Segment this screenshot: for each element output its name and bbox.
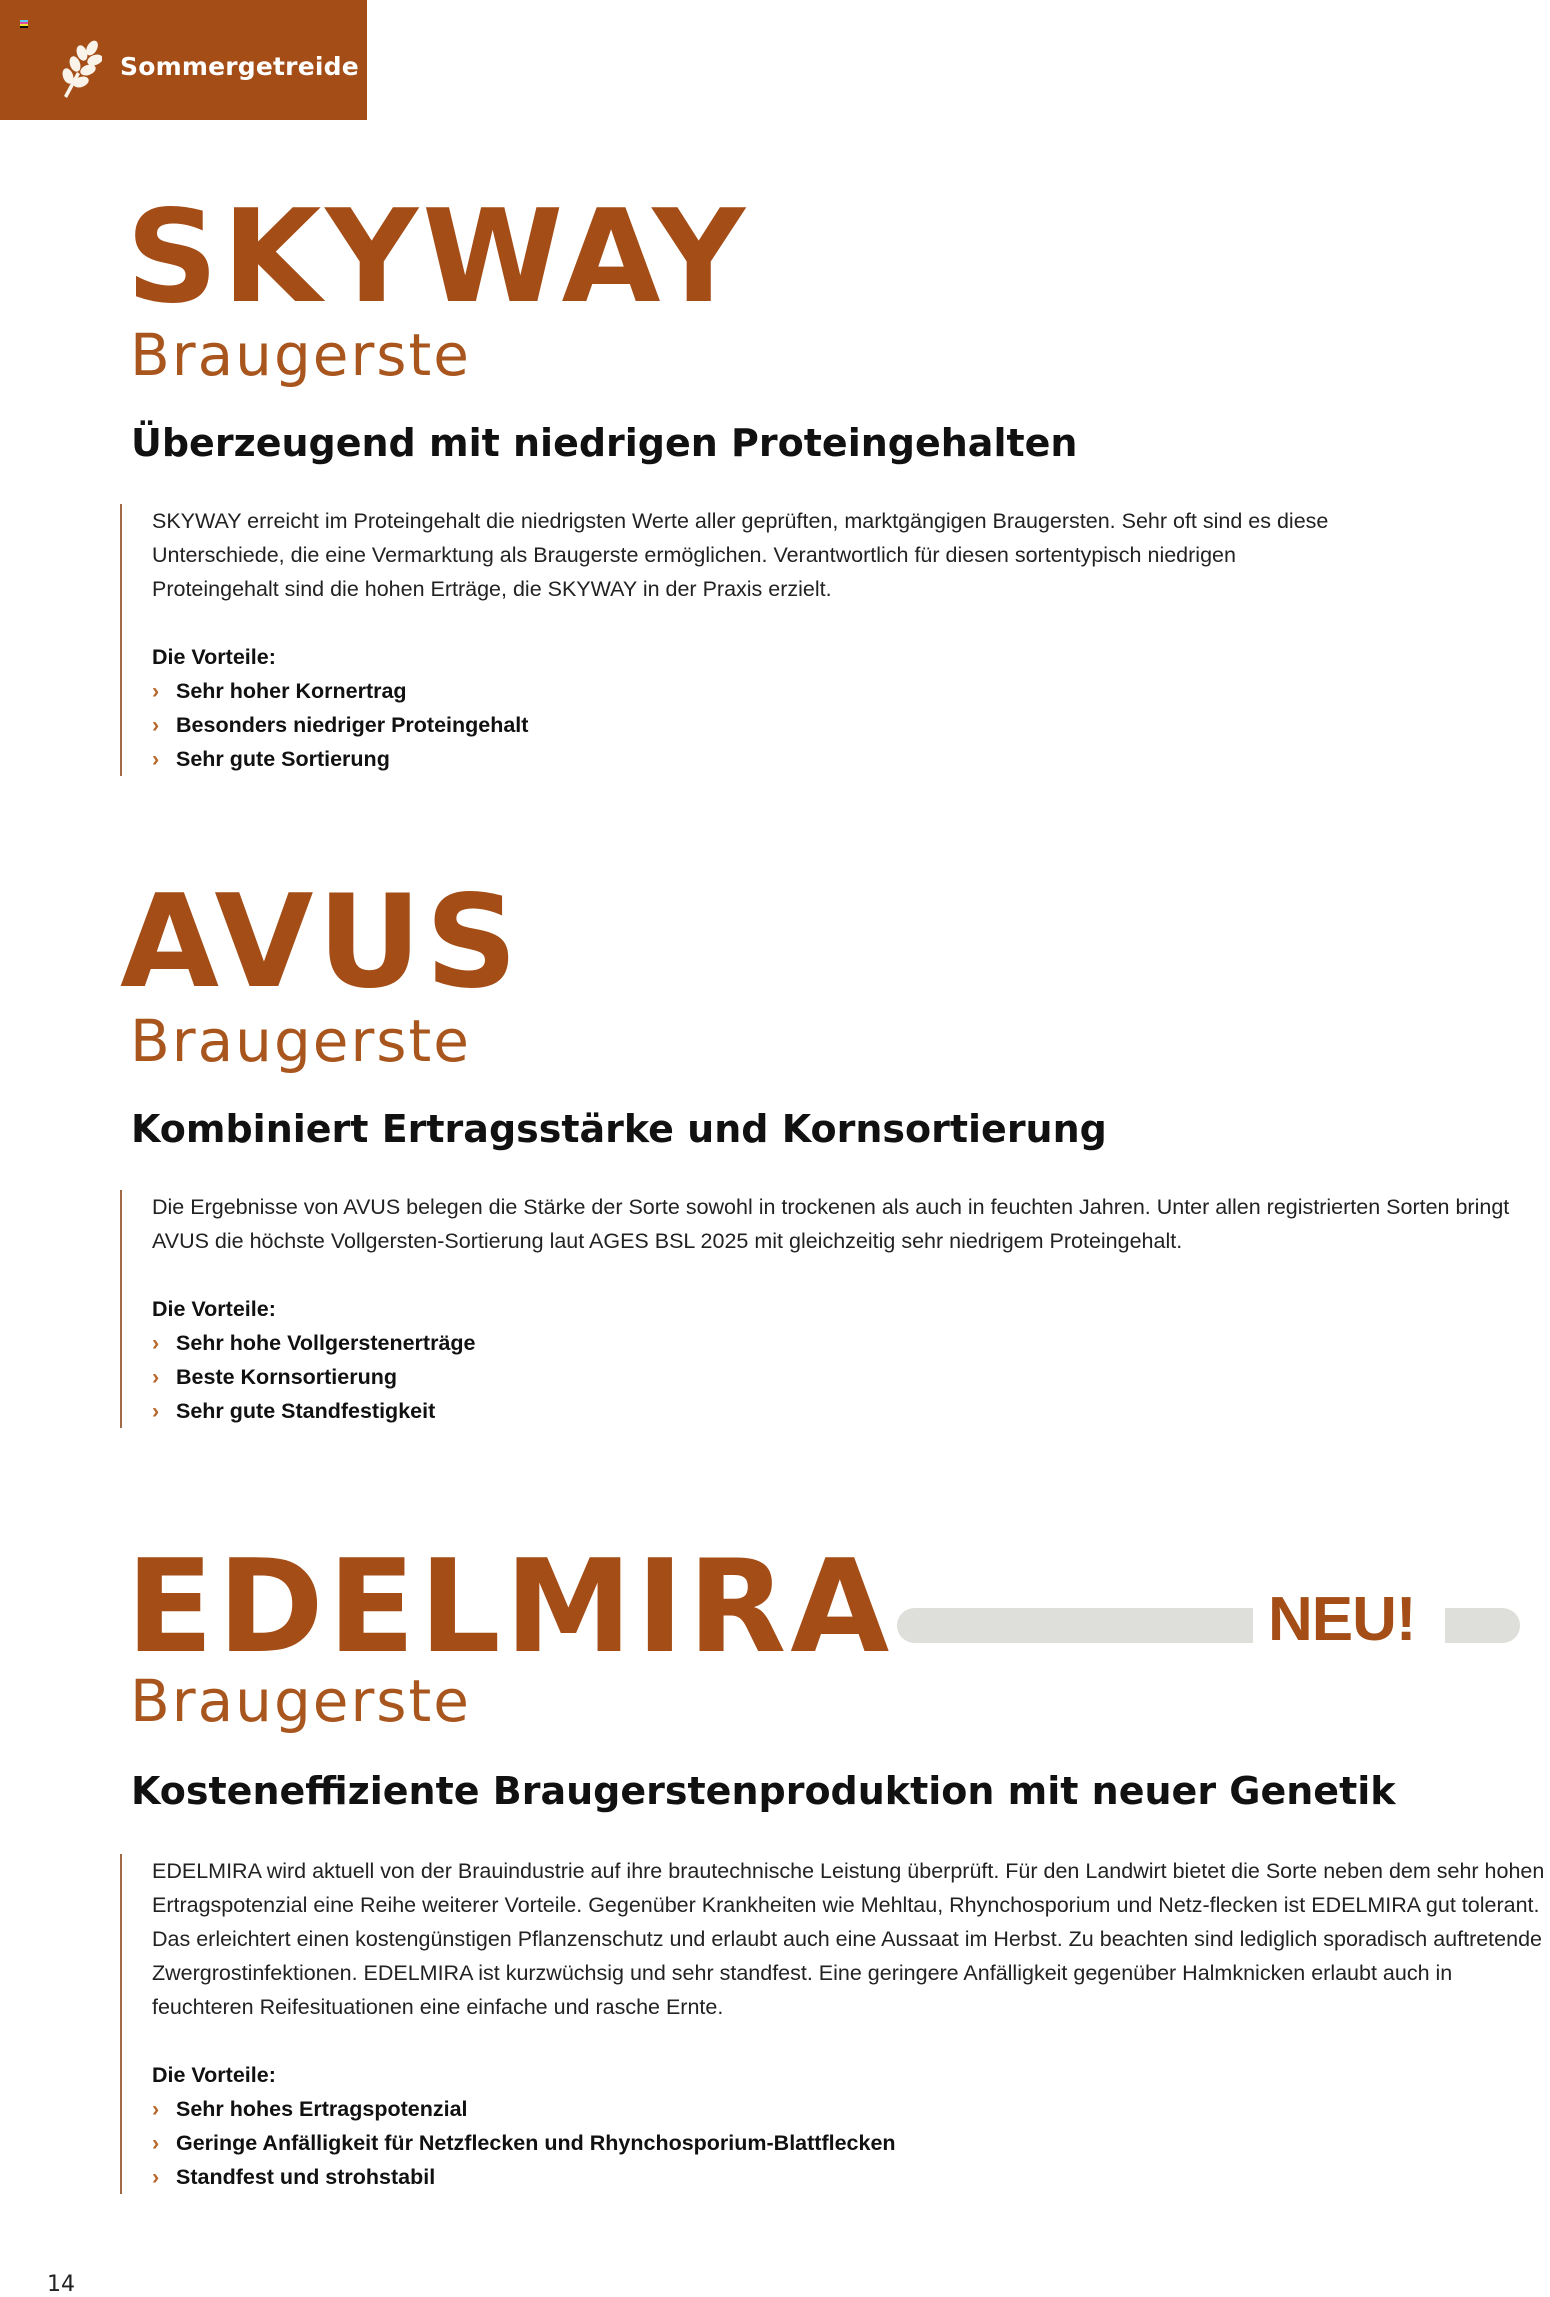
chevron-right-icon: › [152,2097,160,2121]
advantage-item: › Sehr hohes Ertragspotenzial [152,2092,1550,2126]
variety-type: Braugerste [130,1007,471,1075]
chevron-right-icon: › [152,713,160,737]
advantage-item: › Sehr gute Standfestigkeit [152,1394,1542,1428]
advantage-item: › Standfest und strohstabil [152,2160,1550,2194]
advantages-title: Die Vorteile: [152,2063,276,2087]
chevron-right-icon: › [152,747,160,771]
variety-tagline: Kombiniert Ertragsstärke und Kornsortierung [131,1107,1107,1151]
advantages-list [152,1326,1542,1428]
variety-name: AVUS [120,868,522,1017]
variety-body [120,1854,1550,2194]
chevron-right-icon: › [152,679,160,703]
advantages-list [152,2092,1550,2194]
advantage-item: › Sehr hoher Kornertrag [152,674,1332,708]
variety-type: Braugerste [130,1667,471,1735]
variety-body [120,504,1332,776]
variety-description: Die Ergebnisse von AVUS belegen die Stärke der Sorte sowohl in trockenen als auch in feuchten Jahren. Unter allen registrierten Sorten bringt AVUS die höchste Vollgersten-Sortierung laut AGES BSL 2025 mit gleichzeitig sehr niedrigem Proteingehalt. [152,1195,1510,1253]
advantages-title: Die Vorteile: [152,1297,276,1321]
variety-name: SKYWAY [126,183,749,332]
wheat-icon [58,40,102,100]
chevron-right-icon: › [152,2131,160,2155]
print-registration-mark [20,20,28,28]
advantage-item: › Beste Kornsortierung [152,1360,1542,1394]
advantage-item: › Geringe Anfälligkeit für Netzflecken und Rhynchosporium-Blattflecken [152,2126,1550,2160]
new-badge-bar-left [897,1608,1253,1643]
new-badge-bar-right [1445,1608,1520,1643]
variety-tagline: Kosteneffiziente Braugerstenproduktion mit neuer Genetik [131,1769,1396,1813]
chevron-right-icon: › [152,1331,160,1355]
advantages-list [152,674,1332,776]
variety-type: Braugerste [130,321,471,389]
variety-body [120,1190,1542,1428]
variety-name: EDELMIRA [126,1533,894,1682]
variety-description: EDELMIRA wird aktuell von der Brauindustrie auf ihre brautechnische Leistung überprüft. Für den Landwirt bietet die Sorte neben dem sehr hohen Ertragspotenzial eine Reihe weiterer Vorteile. Gegenüber Krankheiten wie Mehltau, Rhynchosporium und Netz-flecken ist EDELMIRA gut tolerant. Das erleichtert einen kostengünstigen Pflanzenschutz und erlaubt auch eine Aussaat im Herbst. Zu beachten sind lediglich sporadisch auftretende Zwergrostinfektionen. EDELMIRA ist kurzwüchsig und sehr standfest. Eine geringere Anfälligkeit gegenüber Halmknicken erlaubt auch in feuchteren Reifesituationen eine einfache und rasche Ernte. [152,1859,1545,2019]
page-number: 14 [47,2272,75,2297]
advantage-item: › Sehr gute Sortierung [152,742,1332,776]
advantage-item: › Besonders niedriger Proteingehalt [152,708,1332,742]
advantages-title: Die Vorteile: [152,645,276,669]
advantage-item: › Sehr hohe Vollgerstenerträge [152,1326,1542,1360]
variety-description: SKYWAY erreicht im Proteingehalt die niedrigsten Werte aller geprüften, marktgängigen Braugersten. Sehr oft sind es diese Unterschiede, die eine Vermarktung als Braugerste ermöglichen. Verantwortlich für diesen sortentypisch niedrigen Proteingehalt sind die hohen Erträge, die SKYWAY in der Praxis erzielt. [152,509,1329,601]
chevron-right-icon: › [152,1365,160,1389]
variety-tagline: Überzeugend mit niedrigen Proteingehalten [131,421,1078,465]
category-header [0,0,367,120]
chevron-right-icon: › [152,2165,160,2189]
new-badge: NEU! [1268,1585,1416,1654]
chevron-right-icon: › [152,1399,160,1423]
category-label: Sommergetreide [120,52,359,81]
